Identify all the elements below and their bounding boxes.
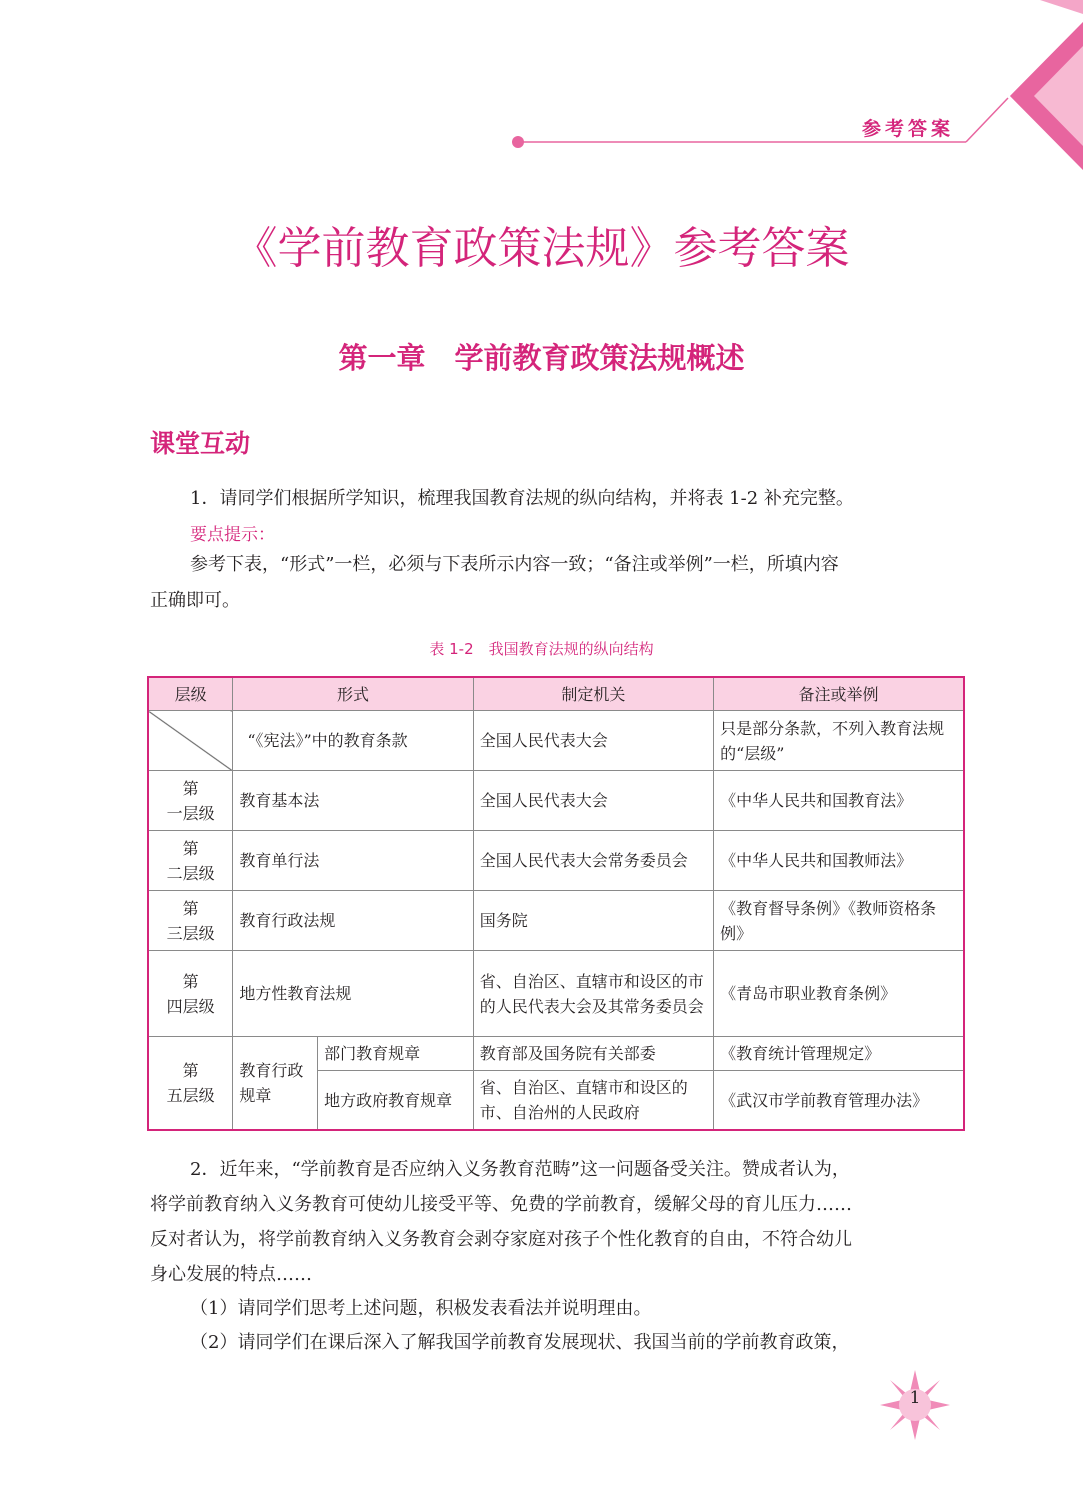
question-2-line-1: 2．近年来，“学前教育是否应纳入义务教育范畴”这一问题备受关注。赞成者认为，: [190, 1159, 850, 1180]
level-prefix: 第: [182, 838, 199, 858]
form-cell: 部门教育规章: [318, 1037, 474, 1071]
header-decoration: [0, 0, 1083, 200]
note-cell: 《武汉市学前教育管理办法》: [714, 1071, 964, 1131]
question-1: 1．请同学们根据所学知识，梳理我国教育法规的纵向结构，并将表 1-2 补充完整。: [190, 488, 854, 509]
book-title: 《学前教育政策法规》参考答案: [233, 223, 850, 274]
page-number: 1: [909, 1388, 921, 1408]
table-row: [148, 1037, 964, 1071]
level-cell: [148, 951, 233, 1037]
level-suffix: 五层级: [166, 1086, 215, 1105]
answer-line-2: 正确即可。: [150, 590, 240, 611]
section-heading: 课堂互动: [150, 429, 251, 458]
corner-tab: [1040, 0, 1083, 14]
header-rule-slant: [966, 98, 1008, 142]
note-cell: 《教育督导条例》《教师资格条例》: [714, 891, 964, 951]
table-row: [148, 951, 964, 1037]
form-cell: “《宪法》”中的教育条款: [233, 711, 473, 771]
header-note: 备注或举例: [714, 677, 964, 711]
level-prefix: 第: [182, 1061, 199, 1080]
level-prefix: 第: [182, 971, 199, 991]
form-cell: 地方性教育法规: [233, 951, 473, 1037]
organ-cell: 全国人民代表大会常务委员会: [473, 831, 713, 891]
header-organ: 制定机关: [473, 677, 713, 711]
table-row: [148, 831, 964, 891]
table-row: [148, 711, 964, 771]
level-cell: [148, 831, 233, 891]
form-cell: 教育行政法规: [233, 891, 473, 951]
law-structure-table: [147, 676, 965, 1131]
note-cell: 只是部分条款，不列入教育法规的“层级”: [714, 711, 964, 771]
level-cell: [148, 771, 233, 831]
header-rule-dot: [512, 136, 524, 148]
question-2-line-4: 身心发展的特点……: [150, 1264, 312, 1285]
question-2-sub-1: （1）请同学们思考上述问题，积极发表看法并说明理由。: [190, 1298, 652, 1319]
organ-cell: 国务院: [473, 891, 713, 951]
level-suffix: 三层级: [166, 923, 215, 943]
level-cell: [148, 1037, 233, 1131]
organ-cell: 全国人民代表大会: [473, 771, 713, 831]
header-level: 层级: [148, 677, 233, 711]
note-cell: 《青岛市职业教育条例》: [714, 951, 964, 1037]
level-suffix: 一层级: [166, 803, 215, 823]
chapter-title: 第一章 学前教育政策法规概述: [338, 341, 745, 375]
form-cell: 教育单行法: [233, 831, 473, 891]
hint-label: 要点提示：: [190, 525, 275, 545]
question-2-line-2: 将学前教育纳入义务教育可使幼儿接受平等、免费的学前教育，缓解父母的育儿压力……: [150, 1194, 852, 1215]
table-row: [148, 891, 964, 951]
organ-cell: 省、自治区、直辖市和设区的市、自治州的人民政府: [473, 1071, 713, 1131]
level-prefix: 第: [182, 898, 199, 918]
level-suffix: 二层级: [166, 863, 215, 883]
note-cell: 《中华人民共和国教师法》: [714, 831, 964, 891]
level-suffix: 四层级: [166, 996, 215, 1016]
note-cell: 《教育统计管理规定》: [714, 1037, 964, 1071]
organ-cell: 教育部及国务院有关部委: [473, 1037, 713, 1071]
level-cell-blank: [148, 711, 233, 771]
header-form: 形式: [233, 677, 473, 711]
table-row: [148, 771, 964, 831]
question-2-sub-2: （2）请同学们在课后深入了解我国学前教育发展现状、我国当前的学前教育政策，: [190, 1332, 850, 1353]
table-header-row: [148, 677, 964, 711]
form-group-cell: 教育行政规章: [233, 1037, 318, 1131]
running-header-title: 参考答案: [862, 118, 955, 140]
form-cell: 教育基本法: [233, 771, 473, 831]
form-cell: 地方政府教育规章: [318, 1071, 474, 1131]
organ-cell: 全国人民代表大会: [473, 711, 713, 771]
level-prefix: 第: [182, 778, 199, 798]
question-2-line-3: 反对者认为，将学前教育纳入义务教育会剥夺家庭对孩子个性化教育的自由，不符合幼儿: [150, 1229, 852, 1250]
answer-line-1: 参考下表，“形式”一栏，必须与下表所示内容一致；“备注或举例”一栏，所填内容: [190, 554, 839, 575]
table-caption: 表 1-2 我国教育法规的纵向结构: [429, 640, 654, 658]
level-cell: [148, 891, 233, 951]
note-cell: 《中华人民共和国教育法》: [714, 771, 964, 831]
organ-cell: 省、自治区、直辖市和设区的市的人民代表大会及其常务委员会: [473, 951, 713, 1037]
